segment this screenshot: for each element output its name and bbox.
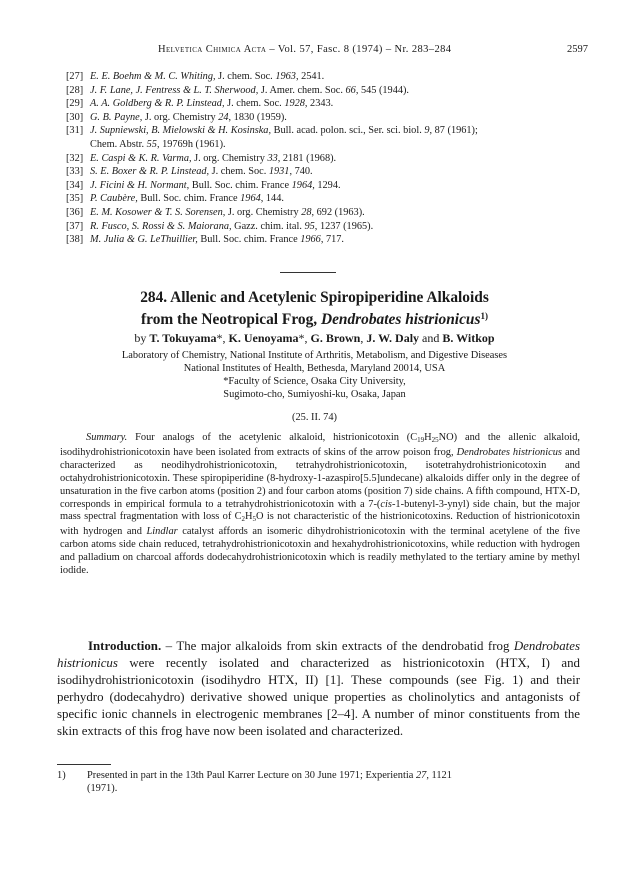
reference-journal: J. chem. Soc. [224,98,285,110]
reference-number: [36] [66,206,84,218]
author-name: T. Tokuyama [149,331,217,345]
reference-volume: 1963 [275,71,296,82]
reference-journal: J. chem. Soc. [215,71,276,82]
reference-pages: , 2541. [295,71,325,82]
header-issue: – Vol. 57, Fasc. 8 (1974) – Nr. 283–284 [266,44,452,55]
reference-pages: , 692 (1963). [311,206,365,218]
title-line-1: 284. Allenic and Acetylenic Spiropiperidine Alkaloids [140,289,489,306]
reference-item [66,165,586,179]
reference-item [66,152,586,166]
reference-volume: 9 [424,125,430,137]
reference-pages: , 1830 (1959). [228,111,287,123]
footnote: 1) Presented in part in the 13th Paul Karrer Lecture on 30 June 1971; Experientia 27, 1121 (1971). [57,770,452,794]
reference-list [66,70,586,247]
footnote-divider [57,764,111,765]
reference-pages: , 1294. [312,179,341,191]
reference-number: [27] [66,71,84,82]
reference-volume: 1964 [291,179,313,191]
running-header [0,44,629,60]
reference-pages: , 87 (1961); [429,125,478,137]
reference-volume: 1966 [300,234,321,246]
reference-authors: S. E. Boxer & R. P. Linstead, [90,166,210,178]
reference-journal: J. org. Chemistry [142,111,219,123]
reference-number: [30] [66,111,84,123]
reference-number: [32] [66,152,84,164]
reference-number: [37] [66,220,84,232]
reference-volume: 95 [304,220,315,232]
reference-pages: , 717. [320,234,344,246]
reference-number: [28] [66,84,84,96]
title-line-2: from the Neotropical Frog, Dendrobates histrionicus$^{1)}$ [141,311,488,328]
reference-volume: 1928 [284,98,305,110]
reference-journal: J. org. Chemistry [191,152,268,164]
reference-volume: 24 [218,111,229,123]
affiliation-line: Sugimoto-cho, Sumiyoshi-ku, Osaka, Japan [223,389,406,400]
reference-authors: J. F. Lane, J. Fentress & L. T. Sherwood, [90,84,259,96]
reference-journal: J. chem. Soc. [209,166,269,178]
reference-authors: A. A. Goldberg & R. P. Linstead, [90,98,225,110]
summary-label: Summary. [86,432,128,443]
reference-number: [31] [66,125,84,137]
reference-item [66,206,586,220]
title-footnote-marker: 1) [480,311,488,321]
introduction-paragraph: Introduction. – The major alkaloids from skin extracts of the dendrobatid frog Dendrobates histrionicus were recently isolated and characterized as histrionicotoxin (HTX, I) and isodihydrohistrionicotoxin (isodihydro HTX, II) [1]. These compounds (see Fig. 1) and their perhydro (dodecahydro) derivative showed unique properties as cholinolytics and antagonists of specific ionic channels in electrogenic membranes [2–4]. A number of minor constituents from the skin extracts of this frog have now been isolated and characterized. [57,639,580,738]
reference-authors: E. E. Boehm & M. C. Whiting, [90,71,216,82]
reference-authors: E. Caspi & K. R. Varma, [90,152,192,164]
reference-authors: E. M. Kosower & T. S. Sorensen, [90,206,226,218]
journal-name: Helvetica Chimica Acta [158,44,267,55]
reference-item [66,97,586,111]
page-number: 2597 [567,44,588,55]
reference-continuation: Chem. Abstr. 55, 19769h (1961). [90,138,226,150]
section-heading: Introduction. [88,639,162,653]
reference-authors: M. Julia & G. LeThuillier, [90,234,198,246]
frog-species-name: Dendrobates histrionicus [320,311,481,328]
reference-number: [38] [66,234,84,246]
reference-number: [34] [66,179,84,191]
reference-pages: , 2181 (1968). [277,152,337,164]
reference-number: [33] [66,166,84,178]
reference-pages: , 2343. [304,98,334,110]
reference-volume: 28 [301,206,312,218]
affiliation-line: *Faculty of Science, Osaka City University, [223,376,406,387]
reference-item [66,179,586,193]
reference-journal: J. org. Chemistry [225,206,302,218]
reference-journal: J. Amer. chem. Soc. [258,84,346,96]
reference-journal: Gazz. chim. ital. [231,220,305,232]
reference-pages: , 545 (1944). [355,84,410,96]
affiliation-line: Laboratory of Chemistry, National Institute of Arthritis, Metabolism, and Digestive Diseases [121,350,508,361]
reference-pages: , 740. [289,166,313,178]
reference-journal: Bull. Soc. chim. France [197,234,301,246]
reference-volume: 1931 [268,166,290,178]
reference-item [66,70,586,84]
reference-volume: 33 [267,152,278,164]
reference-item [66,192,586,206]
author-name: B. Witkop [442,331,495,345]
reference-journal: Bull. Soc. chim. France [189,179,292,191]
reference-journal: Bull. acad. polon. sci., Ser. sci. biol. [271,125,425,137]
affiliations [0,349,629,401]
received-date: (25. II. 74) [291,412,337,423]
author-line: by T. Tokuyama*, K. Uenoyama*, G. Brown, J. W. Daly and B. Witkop [134,331,495,345]
author-name: J. W. Daly [366,331,420,345]
author-name: K. Uenoyama [228,331,299,345]
reference-volume: 66 [345,84,356,96]
article-title [0,288,629,329]
reference-volume: 1964 [240,193,261,205]
reference-pages: , 1237 (1965). [314,220,374,232]
reference-item [66,220,586,234]
reference-number: [35] [66,193,84,205]
reference-authors: J. Ficini & H. Normant, [90,179,190,191]
reference-authors: P. Caubère, [90,193,138,205]
section-divider [280,272,336,273]
reference-authors: R. Fusco, S. Rossi & S. Maiorana, [90,220,232,232]
reference-item [66,233,586,247]
summary-paragraph: Summary. Four analogs of the acetylenic alkaloid, histrionicotoxin $(C_{19}H_{25}NO)$ and the allenic alkaloid, isodihydrohistrionicotoxin have been isolated from extracts of skins of the arrow poison frog, Dendrobates histrionicus and characterized as neodihydrohistrionicotoxin, tetrahydrohistrionicotoxin, isotetrahydrohistrionicotoxin and octahydrohistrionicotoxin. These spiropiperidine (8-hydroxy-1-azaspiro[5.5]undecane) alkaloids differ only in the degree of unsaturation in the five carbon atoms (position 2) and four carbon atoms (position 7) side chains. A fifth compound, HTX-D, corresponds in empirical formula to a tetrahydrohistrionicotoxin with a 7-(cis-1-butenyl-3-ynyl) side chain, but the major mass spectral fragmentation with loss of $C_2H_5O$ is not characteristic of the histrionicotoxins. Reduction of histrionicotoxin with hydrogen and Lindlar catalyst affords an isomeric dihydrohistrionicotoxin with the terminal acetylene of the five carbon atoms side chain reduced, tetrahydrohistrionicotoxin and hexahydrohistrionicotoxins, while reduction with hydrogen and palladium on charcoal affords dodecahydrohistrionicotoxin which is readily methylated to the tertiary amine by methyl iodide. [60,432,580,577]
header-citation [158,44,451,55]
reference-item [66,124,586,151]
reference-item [66,84,586,98]
reference-authors: G. B. Payne, [90,111,143,123]
author-name: G. Brown [310,331,361,345]
reference-number: [29] [66,98,84,110]
reference-pages: , 144. [260,193,284,205]
reference-item [66,111,586,125]
reference-authors: J. Supniewski, B. Mielowski & H. Kosinska, [90,125,272,137]
affiliation-line: National Institutes of Health, Bethesda, Maryland 20014, USA [183,363,446,374]
footnote-marker: 1) [57,770,66,781]
reference-journal: Bull. Soc. chim. France [137,193,241,205]
